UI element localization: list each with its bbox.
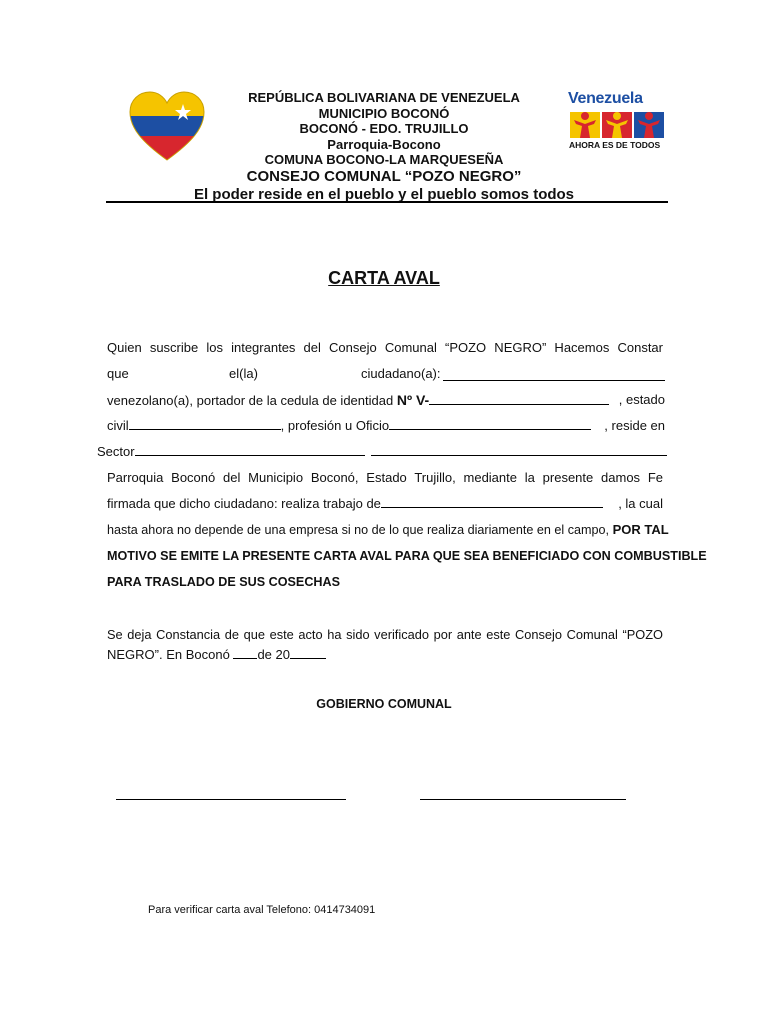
profession-blank[interactable] (389, 415, 591, 430)
header-line-commune: COMUNA BOCONO-LA MARQUESEÑA (264, 152, 504, 167)
text-ella: el(la) (229, 366, 258, 381)
header-line-municipality: MUNICIPIO BOCONÓ (318, 105, 450, 121)
sector-blank-2[interactable] (371, 441, 667, 456)
signature-line-right[interactable] (420, 799, 626, 800)
body-line-5 (97, 439, 675, 465)
body-line-9: MOTIVO SE EMITE LA PRESENTE CARTA AVAL PARA QUE SEA BENEFICIADO CON COMBUSTIBLE (107, 549, 707, 563)
text-que: que (107, 366, 129, 381)
text-reside: , reside en (604, 418, 665, 433)
day-blank[interactable] (233, 644, 257, 659)
work-type-blank[interactable] (381, 493, 603, 508)
year-blank[interactable] (290, 644, 326, 659)
logo-wordmark: Venezuela (568, 90, 643, 107)
footer-verification-phone: Para verificar carta aval Telefono: 0414734091 (148, 904, 376, 916)
signature-line-left[interactable] (116, 799, 346, 800)
text-la-cual: , la cual (618, 496, 663, 511)
body-line-10: PARA TRASLADO DE SUS COSECHAS (107, 575, 341, 589)
sector-blank[interactable] (135, 441, 365, 456)
body-line-4 (107, 413, 665, 439)
body-line-3 (107, 387, 665, 414)
header-line-council: CONSEJO COMUNAL “POZO NEGRO” (246, 167, 522, 185)
text-en-bocono: NEGRO”. En Boconó (107, 647, 230, 662)
constancia-line-1: Se deja Constancia de que este acto ha sido verificado por ante este Consejo Comunal “POZO (107, 627, 663, 642)
header-slogan: El poder reside en el pueblo y el pueblo somos todos (193, 185, 575, 203)
text-profesion: , profesión u Oficio (280, 418, 390, 433)
constancia-line-2 (107, 642, 326, 668)
header-line-republic: REPÚBLICA BOLIVARIANA DE VENEZUELA (248, 90, 520, 105)
body-line-1: Quien suscribe los integrantes del Consejo Comunal “POZO NEGRO” Hacemos Constar (107, 340, 663, 355)
body-line-8 (107, 517, 667, 543)
body-line-6: Parroquia Boconó del Municipio Boconó, Estado Trujillo, mediante la presente damos Fe (107, 470, 663, 485)
text-realiza: firmada que dicho ciudadano: realiza trabajo de (107, 496, 381, 511)
text-civil: civil (107, 418, 129, 433)
text-estado: , estado (618, 392, 665, 407)
header-line-parish: Parroquia-Bocono (327, 136, 441, 152)
signatory-heading: GOBIERNO COMUNAL (316, 697, 452, 711)
civil-status-blank[interactable] (129, 415, 281, 430)
body-line-7 (107, 491, 665, 517)
text-por-tal: POR TAL (612, 522, 669, 537)
text-sector: Sector (97, 444, 135, 459)
header-line-state: BOCONÓ - EDO. TRUJILLO (299, 121, 469, 136)
header-divider (106, 201, 668, 203)
text-nro-v: Nº V- (396, 392, 430, 408)
citizen-name-blank[interactable] (443, 366, 665, 381)
document-title: CARTA AVAL (328, 268, 440, 288)
logo-tagline: AHORA ES DE TODOS (569, 140, 661, 150)
text-hasta-ahora: hasta ahora no depende de una empresa si no de lo que realiza diariamente en el campo, (107, 523, 609, 537)
id-number-blank[interactable] (429, 390, 609, 405)
text-ciudadano: ciudadano(a): (361, 366, 441, 381)
text-portador: venezolano(a), portador de la cedula de identidad (107, 393, 394, 408)
letterhead (0, 90, 768, 204)
text-de-20: de 20 (257, 647, 290, 662)
